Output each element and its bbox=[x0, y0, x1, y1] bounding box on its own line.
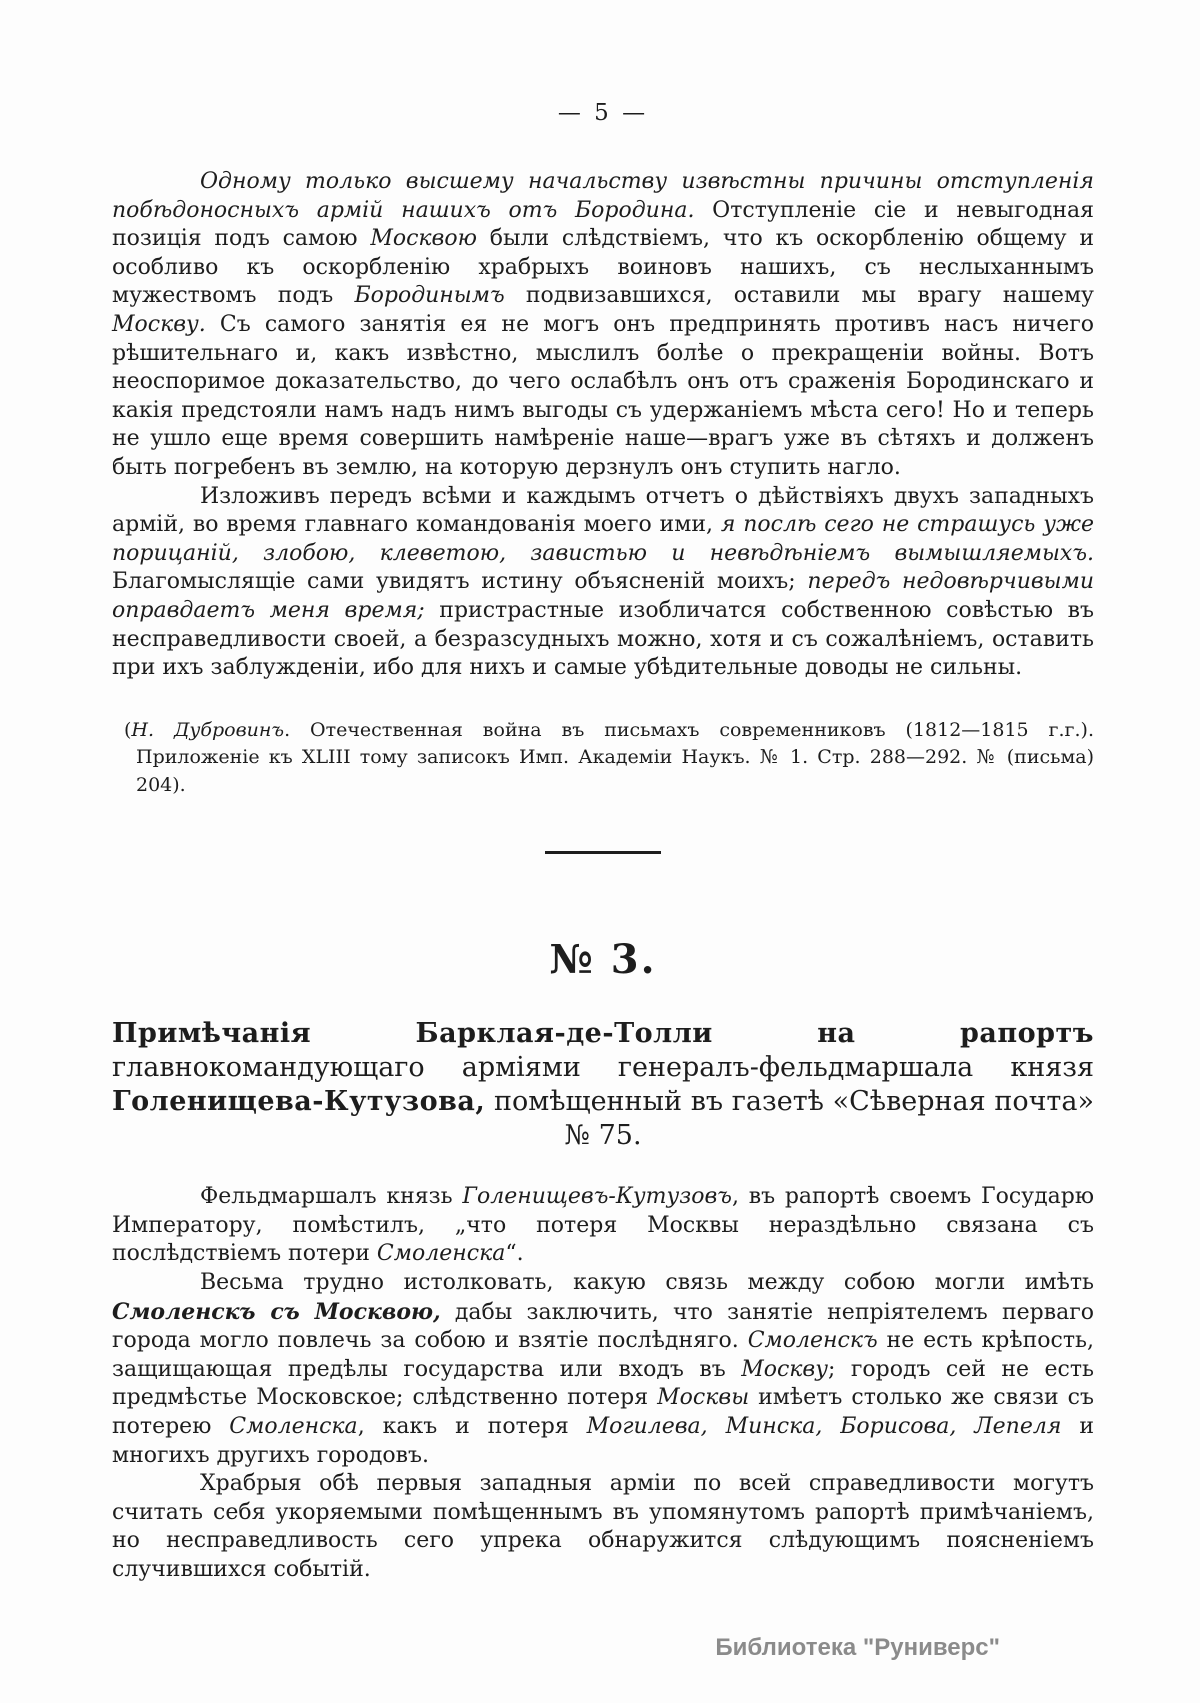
body-paragraph-2: Весьма трудно истолковать, какую связь между собою могли имѣть Смоленскъ съ Москвою, дабы заключить, что занятіе непріятелемъ перваго города могло повлечь за собою и взятіе послѣдняго. Смоленскъ не есть крѣпость, защищающая предѣлы государства или входъ въ Москву; городъ сей не есть предмѣстье Московское; слѣдственно потеря Москвы имѣетъ столько же связи съ потерею Смоленска, какъ и потеря Могилева, Минска, Борисова, Лепеля и многихъ другихъ городовъ. bbox=[112, 1269, 1094, 1468]
body-paragraph-1: Фельдмаршалъ князь Голенищевъ-Кутузовъ, въ рапортѣ своемъ Государю Императору, помѣстилъ, „что потеря Москвы нераздѣльно связана съ послѣдствіемъ потери Смоленска“. bbox=[112, 1184, 1094, 1267]
library-watermark: Библиотека "Руниверс" bbox=[715, 1634, 1000, 1661]
letter-paragraph-1: Одному только высшему начальству извѣстны причины отступленія побѣдоносныхъ армій нашихъ отъ Бородина. Отступленіе сіе и невыгодная позиція подъ самою Москвою были слѣдствіемъ, что къ оскорбленію общему и особливо къ оскорбленію храбрыхъ воиновъ нашихъ, съ неслыханнымъ мужествомъ подъ Бородинымъ подвизавшихся, оставили мы врагу нашему Москву. Съ самого занятія ея не могъ онъ предпринять противъ насъ ничего рѣшительнаго и, какъ извѣстно, мыслилъ болѣе о прекращеніи войны. Вотъ неоспоримое доказательство, до чего ослабѣлъ онъ отъ сраженія Бородинскаго и какія предстояли намъ надъ нимъ выгоды съ удержаніемъ мѣста сего! Но и теперь не ушло еще время совершить намѣреніе наше—врагъ уже въ сѣтяхъ и долженъ быть погребенъ въ землю, на которую дерзнулъ онъ ступить нагло. bbox=[112, 169, 1094, 480]
page-number: — 5 — bbox=[557, 100, 649, 126]
document-title: Примѣчанія Барклая-де-Толли на рапортъ главнокомандующаго арміями генералъ-фельдмаршала князя Голенищева-Кутузова, помѣщенный въ газетѣ «Сѣверная почта» № 75. bbox=[112, 1018, 1094, 1152]
document-number-heading: № 3. bbox=[549, 936, 657, 984]
section-divider bbox=[545, 851, 661, 854]
document-body bbox=[112, 1183, 1094, 1584]
letter-excerpt bbox=[112, 168, 1094, 799]
body-paragraph-3: Храбрыя обѣ первыя западныя арміи по всей справедливости могутъ считать себя укоряемыми помѣщеннымъ въ упомянутомъ рапортѣ примѣчаніемъ, но несправедливость сего упрека обнаружится слѣдующимъ поясненіемъ случившихся событій. bbox=[112, 1471, 1094, 1582]
source-citation: (Н. Дубровинъ. Отечественная война въ письмахъ современниковъ (1812—1815 г.г.). Приложеніе къ XLIII тому записокъ Имп. Академіи Наукъ. № 1. Стр. 288—292. № (письма) 204). bbox=[124, 718, 1094, 796]
letter-paragraph-2: Изложивъ передъ всѣми и каждымъ отчетъ о дѣйствіяхъ двухъ западныхъ армій, во время главнаго командованія моего ими, я послѣ сего не страшусь уже порицаній, злобою, клеветою, завистью и невѣдѣніемъ вымышляемыхъ. Благомыслящіе сами увидятъ истину объясненій моихъ; передъ недовѣрчивыми оправдаетъ меня время; пристрастные изобличатся собственною совѣстью въ несправедливости своей, а безразсудныхъ можно, хотя и съ сожалѣніемъ, оставить при ихъ заблужденіи, ибо для нихъ и самые убѣдительные доводы не сильны. bbox=[112, 483, 1095, 681]
